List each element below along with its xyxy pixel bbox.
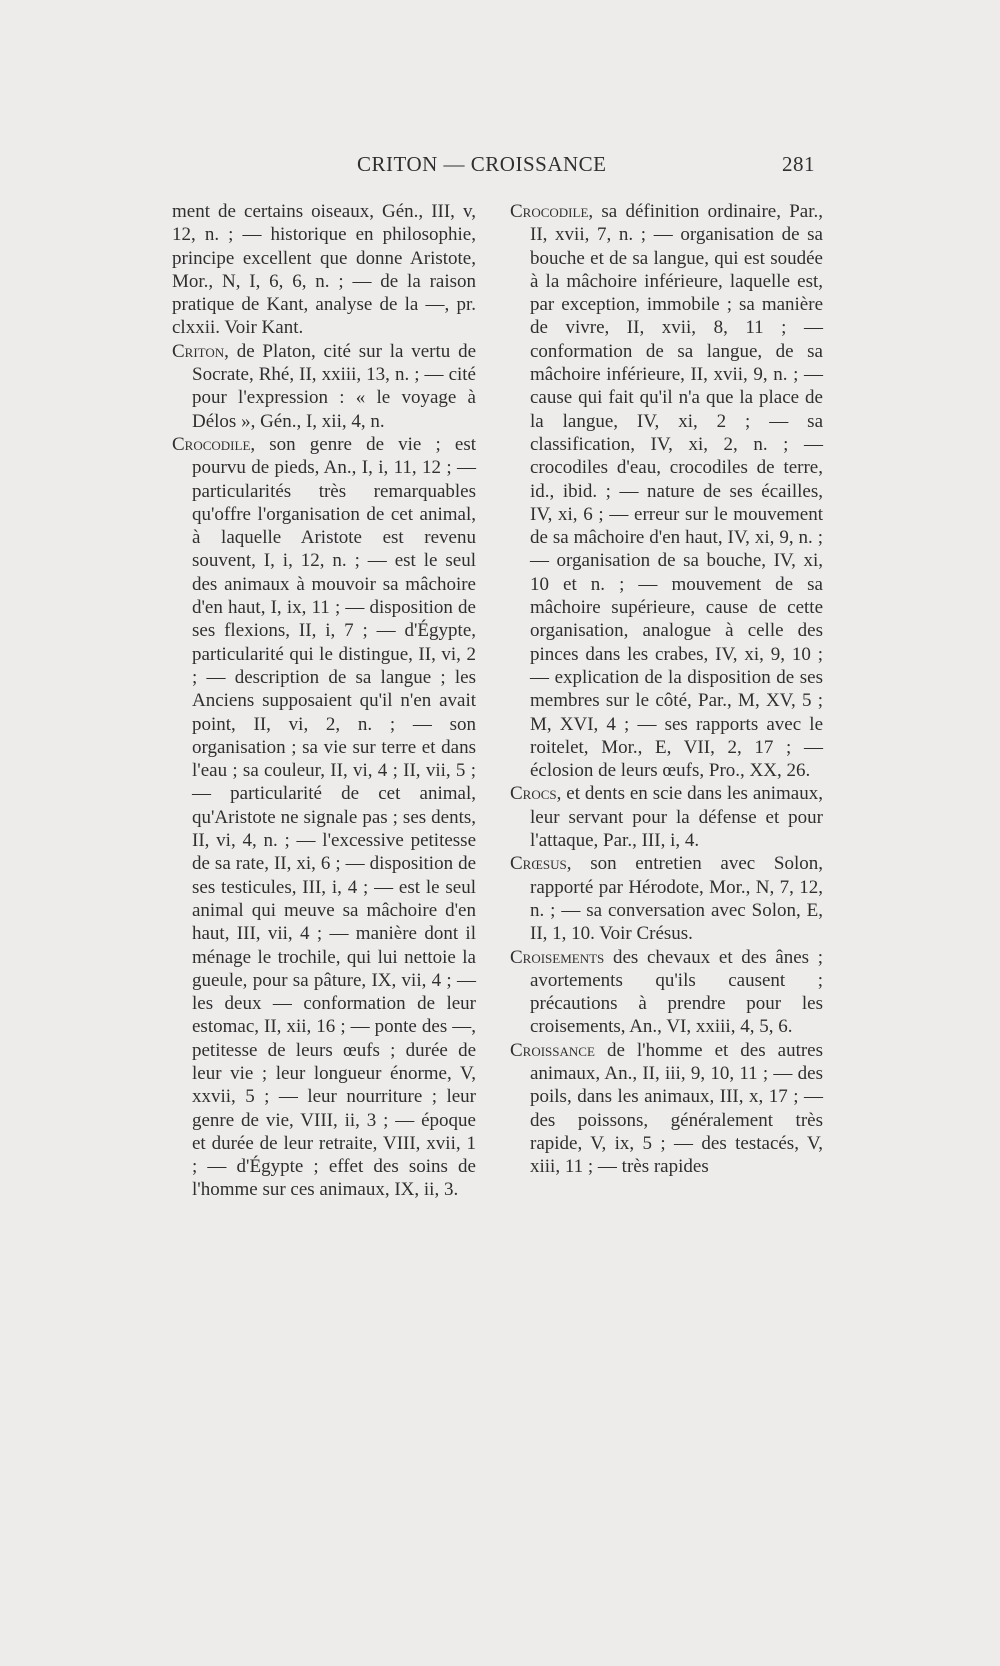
entry-headword: Crocodile, [172,433,256,455]
entry-text: sa définition ordinaire, Par., II, xvii, 7, n. ; — organisation de sa bouche et de sa langue, qui est soudée à la mâchoire inférieure, laquelle est, par exception, immobile ; sa manière de vivre, II, xvii, 8, 11 ; — conformation de sa langue, de sa mâchoire inférieure, II, xvii, 9, n. ; — cause qui fait qu'il n'a que la place de la langue, IV, xi, 2 ; — sa classification, IV, xi, 2, n. ; — crocodiles d'eau, crocodiles de terre, id., ibid. ; — nature de ses écailles, IV, xi, 6 ; — erreur sur le mouvement de sa mâchoire d'en haut, IV, xi, 9, n. ; — organisation de sa bouche, IV, xi, 10 et n. ; — mouvement de sa mâchoire supérieure, cause de cette organisation, analogue à celle des pinces dans les crabes, IV, xi, 9, 10 ; — explication de la disposition de ses membres sur le côté, Par., M, XV, 5 ; M, XVI, 4 ; — ses rapports avec le roitelet, Mor., E, VII, 2, 17 ; — éclosion de leurs œufs, Pro., XX, 26. [530,201,824,782]
entry-text: son genre de vie ; est pourvu de pieds, An., I, i, 11, 12 ; — particularités très remarquables qu'offre l'organisation de cet animal, à laquelle Aristote est revenu souvent, I, i, 12, n. ; — est le seul des animaux à mouvoir sa mâchoire d'en haut, I, ix, 11 ; — disposition de ses flexions, II, i, 7 ; — d'Égypte, particularité qui le distingue, II, vi, 2 ; — description de sa langue ; les Anciens supposaient qu'il n'en avait point, II, vi, 2, n. ; — son organisation ; sa vie sur terre et dans l'eau ; sa couleur, II, vi, 4 ; II, vii, 5 ; — particularité de cet animal, qu'Aristote ne signale pas ; ses dents, II, vi, 4, n. ; — l'excessive petitesse de sa rate, II, xi, 6 ; — disposition de ses testicules, III, i, 4 ; — est le seul animal qui meuve sa mâchoire d'en haut, III, vii, 4 ; — manière dont il ménage le trochile, qui lui nettoie la gueule, pour sa pâture, IX, vii, 4 ; — les deux — conformation de leur estomac, II, xii, 16 ; — ponte des —, petitesse de leurs œufs ; durée de leur vie ; leur longueur énorme, V, xxvii, 5 ; — leur nourriture ; leur genre de vie, VIII, ii, 3 ; — époque et durée de leur retraite, VIII, xvii, 1 ; — d'Égypte ; effet des soins de l'homme sur ces animaux, IX, ii, 3. [192,433,476,1201]
entry-headword: Croissance [510,1039,595,1061]
entry-headword: Criton, [172,340,229,362]
index-entry [510,1039,823,1179]
entry-text: de Platon, cité sur la vertu de Socrate, Rhé, II, xxiii, 13, n. ; — cité pour l'expression : « le voyage à Délos », Gén., I, xii, 4, n. [192,340,477,432]
entry-headword: Crocs, [510,783,562,805]
entry-headword: Croisements [510,946,605,968]
entry-headword: Crocodile, [510,201,594,222]
index-entry [510,946,823,1039]
entry-text: de l'homme et des autres animaux, An., II, iii, 9, 10, 11 ; — des poils, dans les animaux, III, x, 17 ; — des poissons, généralement très rapide, V, ix, 5 ; — des testacés, V, xiii, 11 ; — très rapides [530,1039,824,1178]
right-column [510,200,823,1178]
left-column [172,200,476,1202]
entry-text: des chevaux et des ânes ; avortements qu'ils causent ; précautions à prendre pour les croisements, An., VI, xxiii, 4, 5, 6. [530,946,823,1038]
index-entry [510,852,823,945]
index-entry [172,433,476,1202]
running-title: CRITON — CROISSANCE [357,152,607,176]
entry-text: ment de certains oiseaux, Gén., III, v, 12, n. ; — historique en philosophie, principe excellent que donne Aristote, Mor., N, I, 6, 6, n. ; — de la raison pratique de Kant, analyse de la —, pr. clxxii. Voir Kant. [172,201,476,339]
entry-headword: Crœsus, [510,853,572,875]
page-number: 281 [782,152,815,176]
entry-text: son entretien avec Solon, rapporté par Hérodote, Mor., N, 7, 12, n. ; — sa conversation avec Solon, E, II, 1, 10. Voir Crésus. [530,853,823,945]
index-entry [510,782,823,852]
entry-text: et dents en scie dans les animaux, leur servant pour la défense et pour l'attaque, Par., III, i, 4. [530,783,823,852]
running-header [172,152,822,180]
index-entry [172,200,476,340]
index-entry [172,340,476,433]
index-entry [510,200,823,782]
